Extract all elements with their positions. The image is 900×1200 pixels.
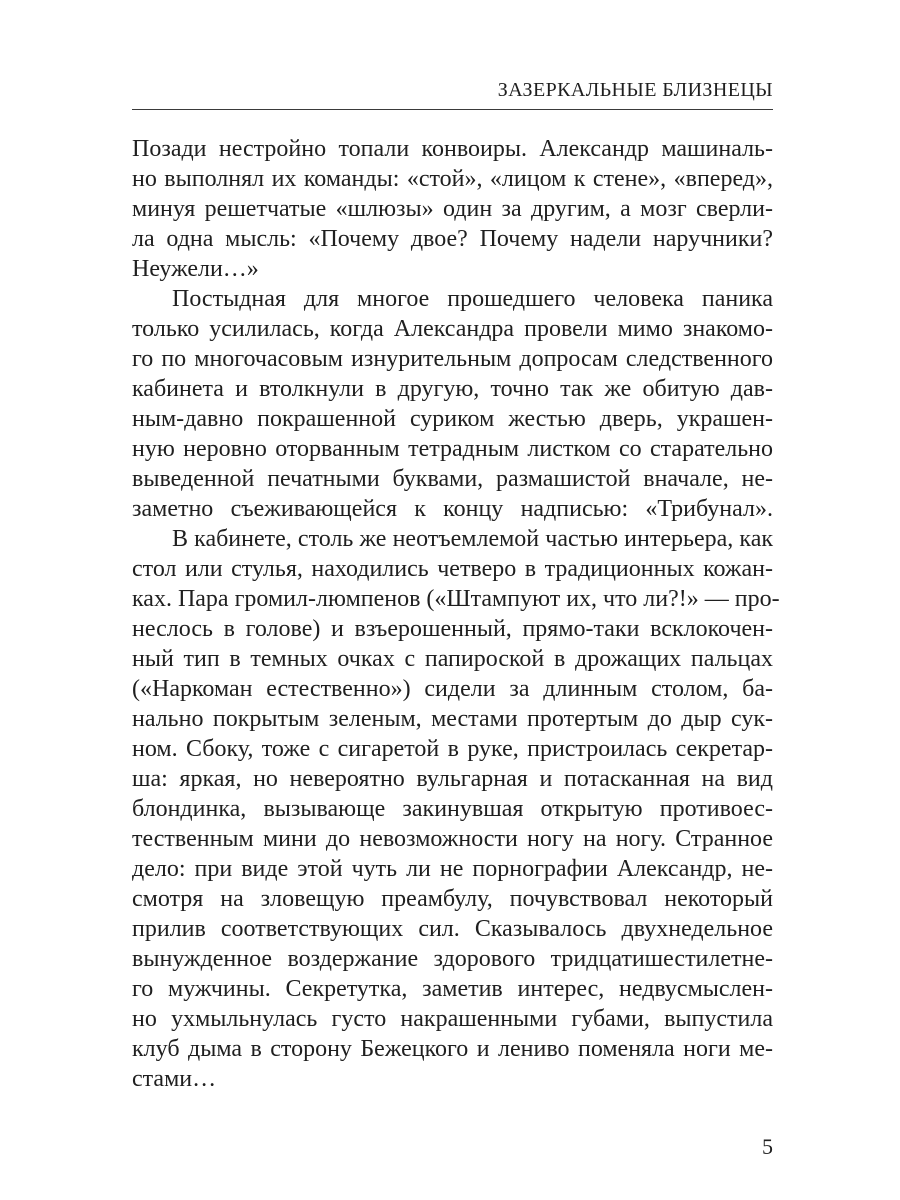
text-line-8: го по многочасовым изнурительным допросам следственного xyxy=(132,346,773,372)
text-line-31: клуб дыма в сторону Бежецкого и лениво поменяла ноги ме- xyxy=(132,1036,773,1062)
text-line-27: прилив соответствующих сил. Сказывалось двухнедельное xyxy=(132,916,773,942)
text-line-22: ша: яркая, но невероятно вульгарная и потасканная на вид xyxy=(132,766,773,792)
text-line-32: стами… xyxy=(132,1066,217,1092)
header-rule xyxy=(132,109,773,110)
text-line-26: смотря на зловещую преамбулу, почувствовал некоторый xyxy=(132,886,773,912)
page-number: 5 xyxy=(762,1134,773,1159)
text-line-28: вынужденное воздержание здорового тридцатишестилетне- xyxy=(132,946,773,972)
running-header: ЗАЗЕРКАЛЬНЫЕ БЛИЗНЕЦЫ xyxy=(497,79,773,101)
text-line-17: неслось в голове) и взъерошенный, прямо-таки всклокочен- xyxy=(132,616,773,642)
text-line-18: ный тип в темных очках с папироской в дрожащих пальцах xyxy=(132,646,773,672)
text-line-30: но ухмыльнулась густо накрашенными губами, выпустила xyxy=(132,1006,773,1032)
text-line-24: тественным мини до невозможности ногу на ногу. Странное xyxy=(132,826,773,852)
text-line-5: Неужели…» xyxy=(132,256,259,282)
text-line-3: минуя решетчатые «шлюзы» один за другим, а мозг сверли- xyxy=(132,196,773,222)
text-line-20: нально покрытым зеленым, местами протертым до дыр сук- xyxy=(132,706,773,732)
text-line-15: стол или стулья, находились четверо в традиционных кожан- xyxy=(132,556,773,582)
text-line-21: ном. Сбоку, тоже с сигаретой в руке, пристроилась секретар- xyxy=(132,736,773,762)
text-line-23: блондинка, вызывающе закинувшая открытую противоес- xyxy=(132,796,773,822)
text-line-19: («Наркоман естественно») сидели за длинным столом, ба- xyxy=(132,676,773,702)
text-line-7: только усилилась, когда Александра провели мимо знакомо- xyxy=(132,316,773,342)
text-line-9: кабинета и втолкнули в другую, точно так же обитую дав- xyxy=(132,376,773,402)
text-line-2: но выполнял их команды: «стой», «лицом к стене», «вперед», xyxy=(132,166,773,192)
text-line-16: ках. Пара громил-люмпенов («Штампуют их, что ли?!» — про- xyxy=(132,586,780,612)
text-line-11: ную неровно оторванным тетрадным листком со старательно xyxy=(132,436,773,462)
text-line-29: го мужчины. Секретутка, заметив интерес, недвусмыслен- xyxy=(132,976,773,1002)
text-line-12: выведенной печатными буквами, размашистой вначале, не- xyxy=(132,466,773,492)
text-line-13: заметно съеживающейся к концу надписью: «Трибунал». xyxy=(132,496,773,522)
text-line-6: Постыдная для многое прошедшего человека паника xyxy=(172,286,773,312)
text-line-4: ла одна мысль: «Почему двое? Почему надели наручники? xyxy=(132,226,773,252)
text-line-14: В кабинете, столь же неотъемлемой частью интерьера, как xyxy=(172,526,773,552)
text-line-10: ным-давно покрашенной суриком жестью дверь, украшен- xyxy=(132,406,773,432)
text-line-25: дело: при виде этой чуть ли не порнографии Александр, не- xyxy=(132,856,773,882)
text-line-1: Позади нестройно топали конвоиры. Александр машиналь- xyxy=(132,136,773,162)
